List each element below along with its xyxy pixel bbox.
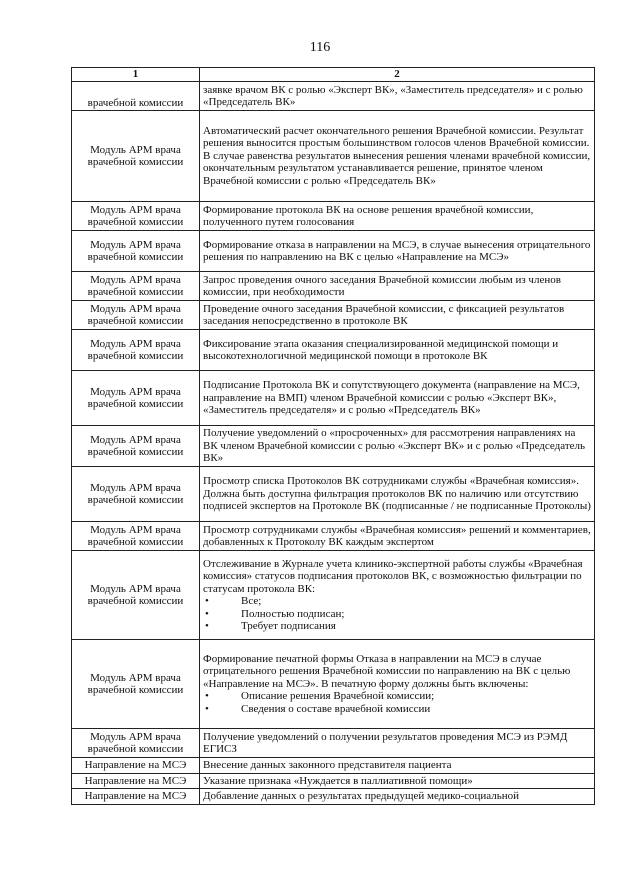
function-cell: Внесение данных законного представителя пациента [200, 758, 595, 774]
requirements-table [71, 67, 595, 805]
table-row [72, 522, 595, 551]
table-row [72, 272, 595, 301]
module-cell: Модуль АРМ врача врачебной комиссии [72, 111, 200, 202]
function-cell: Подписание Протокола ВК и сопутствующего документа (направление на МСЭ, направление на ВМП) членом Врачебной комиссии с ролью «Эксперт ВК», «Заместитель председателя» и с ролью «Председатель ВК» [200, 371, 595, 426]
table-row [72, 773, 595, 789]
module-cell: Модуль АРМ врача врачебной комиссии [72, 426, 200, 467]
function-cell: Получение уведомлений о получении результатов проведения МСЭ из РЭМД ЕГИСЗ [200, 729, 595, 758]
function-cell: Просмотр списка Протоколов ВК сотрудниками службы «Врачебная комиссия». Должна быть доступна фильтрация протоколов ВК по наличию или отсутствию подписей экспертов на Протоколе ВК (подписанные / не подписанные Протоколы) [200, 467, 595, 522]
function-cell: заявке врачом ВК с ролью «Эксперт ВК», «Заместитель председателя» и с ролью «Председатель ВК» [200, 82, 595, 111]
list-item: • Описание решения Врачебной комиссии; [205, 690, 435, 703]
header-col-2: 2 [200, 68, 595, 82]
module-cell: Модуль АРМ врача врачебной комиссии [72, 330, 200, 371]
table-row [72, 467, 595, 522]
function-cell: Формирование отказа в направлении на МСЭ, в случае вынесения отрицательного решения по направлению на ВК с целью «Направление на МСЭ» [200, 231, 595, 272]
module-cell: Модуль АРМ врача врачебной комиссии [72, 729, 200, 758]
table-row [72, 789, 595, 805]
function-cell: Автоматический расчет окончательного решения Врачебной комиссии. Результат решения выносится простым большинством голосов членов Врачебной комиссии. В случае равенства результатов вынесения решения членами врачебной комиссии, окончательным результатом устанавливается решение, принятое членом Врачебной комиссии с ролью «Председатель ВК» [200, 111, 595, 202]
module-cell: Модуль АРМ врача врачебной комиссии [72, 202, 200, 231]
function-cell: Проведение очного заседания Врачебной комиссии, с фиксацией результатов заседания непосредственно в протоколе ВК [200, 301, 595, 330]
list-item: • Требует подписания [205, 620, 336, 632]
table-row [72, 551, 595, 640]
list-item: • Все; [205, 595, 262, 607]
header-col-1: 1 [72, 68, 200, 82]
module-cell: Модуль АРМ врача врачебной комиссии [72, 467, 200, 522]
table-row [72, 729, 595, 758]
table-row [72, 231, 595, 272]
function-cell: Просмотр сотрудниками службы «Врачебная комиссия» решений и комментариев, добавленных к Протоколу ВК каждым экспертом [200, 522, 595, 551]
module-cell: Модуль АРМ врача врачебной комиссии [72, 522, 200, 551]
function-intro: Формирование печатной формы Отказа в направлении на МСЭ в случае отрицательного решения Врачебной комиссии по направлению на ВК с целью «Направление на МСЭ». В печатную форму должны быть включены: [203, 652, 571, 690]
module-cell: Модуль АРМ врача врачебной комиссии [72, 231, 200, 272]
module-cell: Модуль АРМ врача врачебной комиссии [72, 551, 200, 640]
table-row [72, 330, 595, 371]
module-cell: Модуль АРМ врача врачебной комиссии [72, 640, 200, 729]
table-header-row [72, 68, 595, 82]
module-cell: Направление на МСЭ [72, 773, 200, 789]
status-list [203, 595, 591, 633]
module-cell: врачебной комиссии [72, 82, 200, 111]
module-cell: Модуль АРМ врача врачебной комиссии [72, 301, 200, 330]
module-cell: Направление на МСЭ [72, 789, 200, 805]
function-cell: Получение уведомлений о «просроченных» для рассмотрения направлениях на ВК членом Врачебной комиссии с ролью «Эксперт ВК» и с ролью «Председатель ВК» [200, 426, 595, 467]
table-row [72, 111, 595, 202]
table-row [72, 371, 595, 426]
table-row [72, 758, 595, 774]
table-row [72, 640, 595, 729]
page-number: 116 [309, 40, 331, 55]
module-cell: Направление на МСЭ [72, 758, 200, 774]
bullet-icon: • [205, 620, 209, 632]
function-cell [200, 640, 595, 729]
bullet-icon: • [205, 607, 209, 620]
function-cell: Добавление данных о результатах предыдущей медико-социальной [200, 789, 595, 805]
module-cell: Модуль АРМ врача врачебной комиссии [72, 272, 200, 301]
function-cell: Указание признака «Нуждается в паллиативной помощи» [200, 773, 595, 789]
function-cell: Запрос проведения очного заседания Врачебной комиссии любым из членов комиссии, при необходимости [200, 272, 595, 301]
bullet-icon: • [205, 595, 209, 607]
bullet-icon: • [205, 690, 209, 703]
table-row [72, 202, 595, 231]
table-row [72, 426, 595, 467]
module-cell: Модуль АРМ врача врачебной комиссии [72, 371, 200, 426]
table-row [72, 82, 595, 111]
list-item: • Полностью подписан; [205, 607, 345, 620]
print-form-list [203, 690, 591, 715]
function-cell [200, 551, 595, 640]
table-row [72, 301, 595, 330]
function-cell: Фиксирование этапа оказания специализированной медицинской помощи и высокотехнологичной медицинской помощи в протоколе ВК [200, 330, 595, 371]
list-item: • Сведения о составе врачебной комиссии [205, 702, 431, 715]
bullet-icon: • [205, 702, 209, 715]
function-cell: Формирование протокола ВК на основе решения врачебной комиссии, полученного путем голосования [200, 202, 595, 231]
function-intro: Отслеживание в Журнале учета клинико-экспертной работы службы «Врачебная комиссия» статусов подписания протоколов ВК, с возможностью фильтрации по статусам протокола ВК: [203, 557, 583, 595]
